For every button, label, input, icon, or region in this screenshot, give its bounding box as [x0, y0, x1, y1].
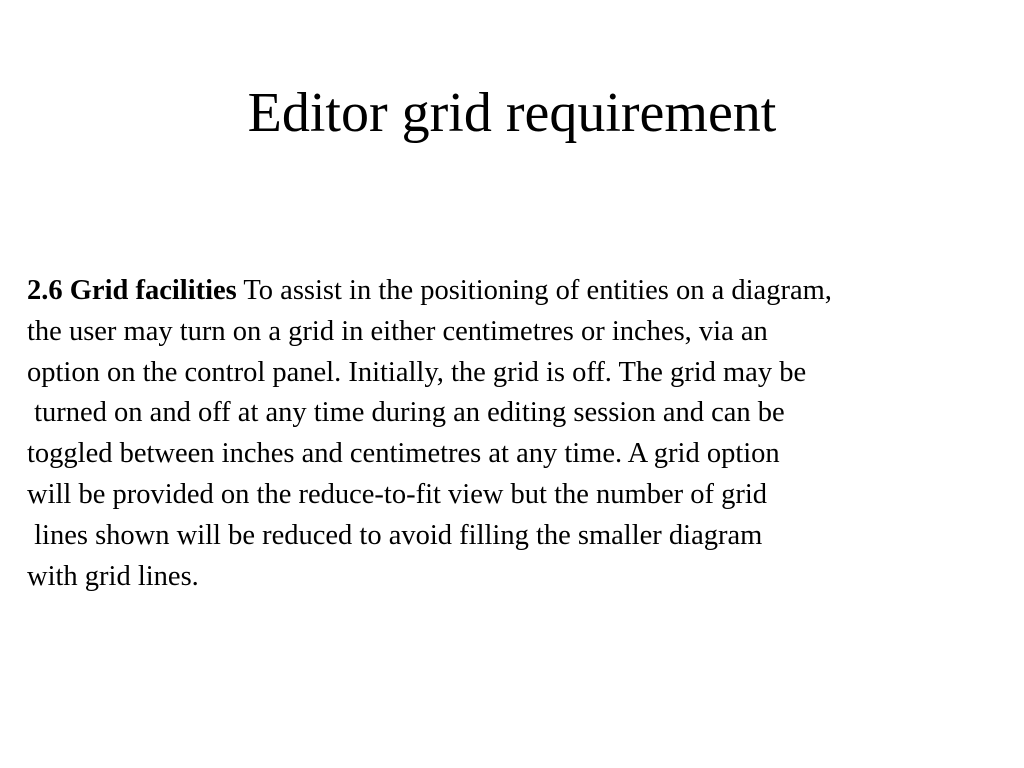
paragraph-line-7: lines shown will be reduced to avoid filling the smaller diagram	[27, 519, 763, 551]
paragraph-line-6: will be provided on the reduce-to-fit view but the number of grid	[27, 478, 767, 510]
paragraph-line-1-text: To assist in the positioning of entities on a diagram,	[236, 275, 832, 306]
paragraph-line-5: toggled between inches and centimetres at any time. A grid option	[27, 438, 780, 470]
slide-title: Editor grid requirement	[247, 82, 777, 144]
paragraph-line-4: turned on and off at any time during an editing session and can be	[27, 397, 785, 429]
paragraph-line-8: with grid lines.	[27, 560, 199, 592]
paragraph-line-3: option on the control panel. Initially, the grid is off. The grid may be	[27, 356, 807, 388]
paragraph-line-2: the user may turn on a grid in either centimetres or inches, via an	[27, 315, 768, 347]
requirement-paragraph	[27, 271, 1017, 597]
paragraph-line-1	[27, 271, 1017, 312]
section-heading: 2.6 Grid facilities	[27, 275, 237, 306]
